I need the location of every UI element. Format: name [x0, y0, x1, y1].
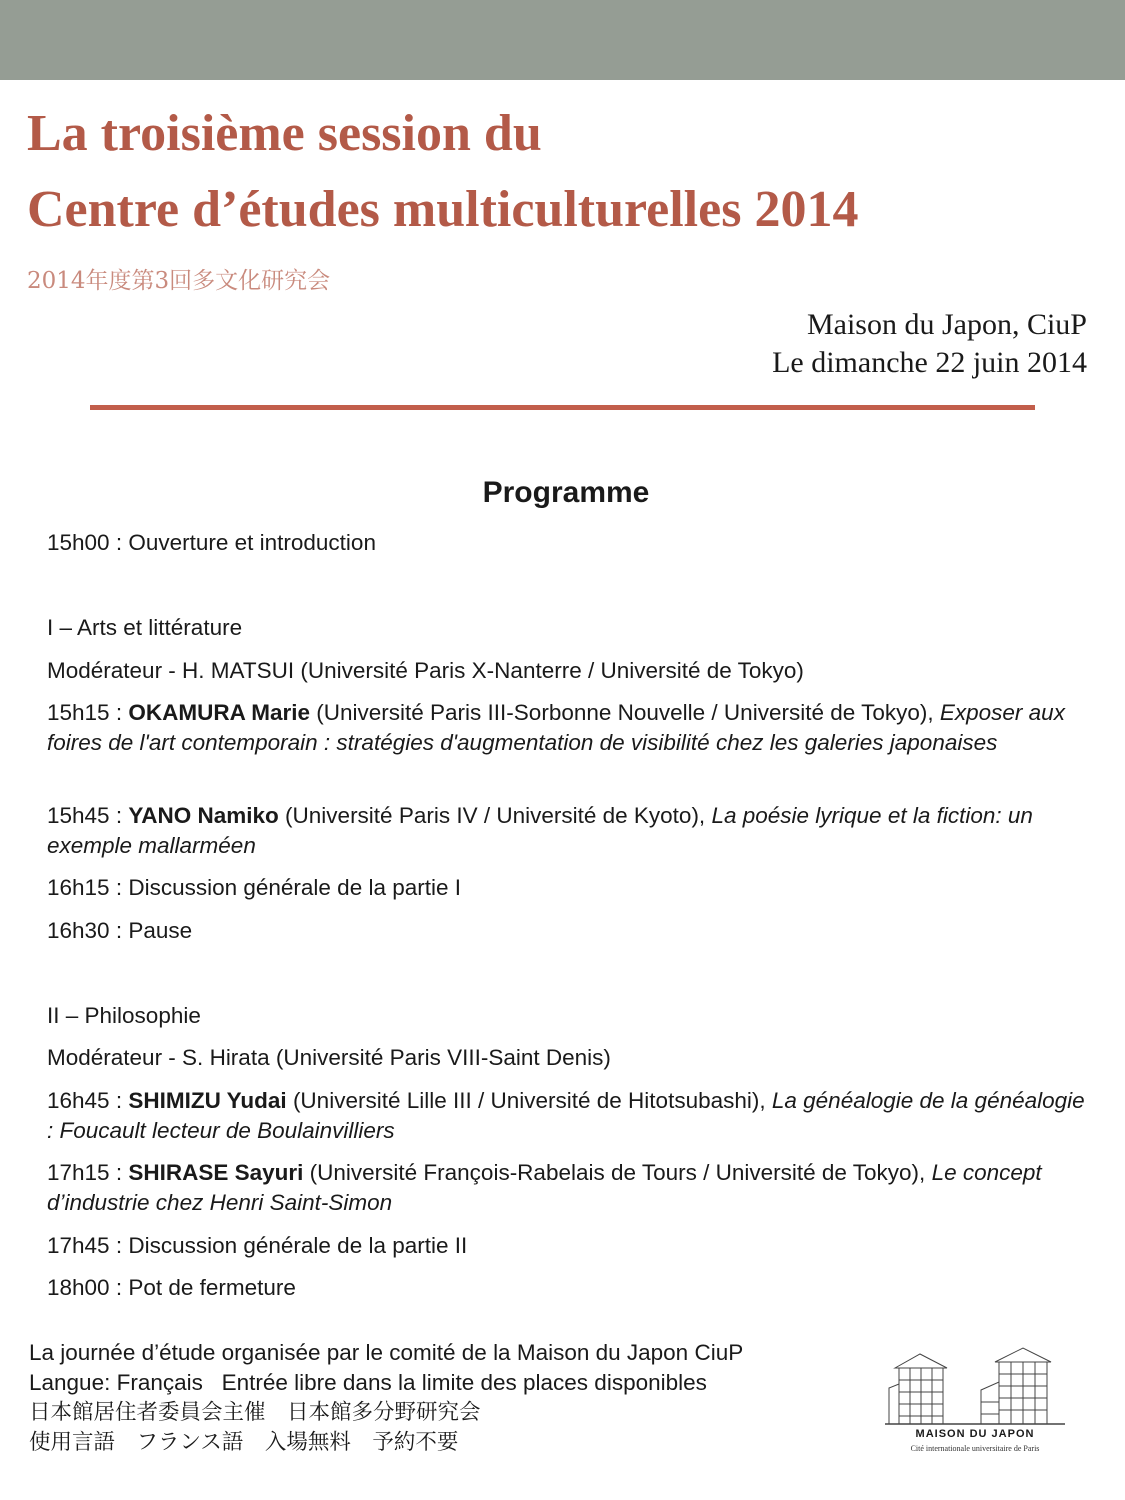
title-line-1: La troisième session du: [27, 105, 542, 162]
part1-title: I – Arts et littérature: [47, 615, 243, 640]
footer-info: [29, 1338, 743, 1458]
footer-organizer-jp: 日本館居住者委員会主催 日本館多分野研究会: [29, 1400, 481, 1425]
talk-time: 17h15 :: [47, 1160, 129, 1185]
part2-discussion: 17h45 : Discussion générale de la partie II: [47, 1233, 468, 1258]
header-band: [0, 0, 1125, 80]
speaker-name: SHIMIZU Yudai: [128, 1088, 287, 1113]
venue-date: Le dimanche 22 juin 2014: [772, 346, 1087, 379]
title-line-2: Centre d’études multiculturelles 2014: [27, 181, 859, 238]
speaker-affiliation: (Université Paris IV / Université de Kyoto),: [278, 803, 712, 828]
talk-title: La généalogie de la généalogie : Foucault lecteur de Boulainvilliers: [47, 1088, 1085, 1143]
talk-title: Exposer aux foires de l'art contemporain : stratégies d'augmentation de visibilité chez les galeries japonaises: [47, 700, 1065, 755]
talk-time: 15h45 :: [47, 803, 129, 828]
speaker-name: OKAMURA Marie: [128, 700, 311, 725]
speaker-name: SHIRASE Sayuri: [128, 1160, 304, 1185]
speaker-affiliation: (Université Paris III-Sorbonne Nouvelle / Université de Tokyo),: [310, 700, 940, 725]
divider-rule: [90, 405, 1035, 410]
japanese-subtitle: 2014年度第3回多文化研究会: [27, 268, 331, 294]
talk-title: La poésie lyrique et la fiction: un exemple mallarméen: [47, 803, 1033, 858]
closing-item: 18h00 : Pot de fermeture: [47, 1275, 296, 1300]
venue-place: Maison du Japon, CiuP: [806, 308, 1087, 341]
part2-title: II – Philosophie: [47, 1003, 201, 1028]
opening-item: 15h00 : Ouverture et introduction: [47, 530, 376, 555]
part1-discussion: 16h15 : Discussion générale de la partie I: [47, 875, 462, 900]
pause-item: 16h30 : Pause: [47, 918, 193, 943]
talk-shirase: [47, 1158, 1087, 1218]
footer-language-jp: 使用言語 フランス語 入場無料 予約不要: [29, 1430, 459, 1455]
speaker-affiliation: (Université Lille III / Université de Hitotsubashi),: [286, 1088, 772, 1113]
speaker-affiliation: (Université François-Rabelais de Tours / Université de Tokyo),: [303, 1160, 932, 1185]
part1-moderator: Modérateur - H. MATSUI (Université Paris X-Nanterre / Université de Tokyo): [47, 658, 804, 683]
footer-organizer: La journée d’étude organisée par le comité de la Maison du Japon CiuP: [29, 1340, 744, 1365]
page-title: [27, 96, 1117, 248]
programme-heading: Programme: [482, 476, 650, 509]
talk-title: Le concept d’industrie chez Henri Saint-Simon: [47, 1160, 1042, 1215]
venue-block: [772, 306, 1087, 382]
logo-name: MAISON DU JAPON: [915, 1428, 1035, 1440]
talk-shimizu: [47, 1086, 1087, 1146]
logo-subtitle: Cité internationale universitaire de Paris: [910, 1444, 1040, 1453]
speaker-name: YANO Namiko: [128, 803, 279, 828]
talk-okamura: [47, 698, 1087, 758]
footer-language: Langue: Français Entrée libre dans la limite des places disponibles: [29, 1370, 707, 1395]
talk-time: 15h15 :: [47, 700, 129, 725]
part2-moderator: Modérateur - S. Hirata (Université Paris VIII-Saint Denis): [47, 1045, 611, 1070]
talk-time: 16h45 :: [47, 1088, 129, 1113]
talk-yano: [47, 801, 1087, 861]
